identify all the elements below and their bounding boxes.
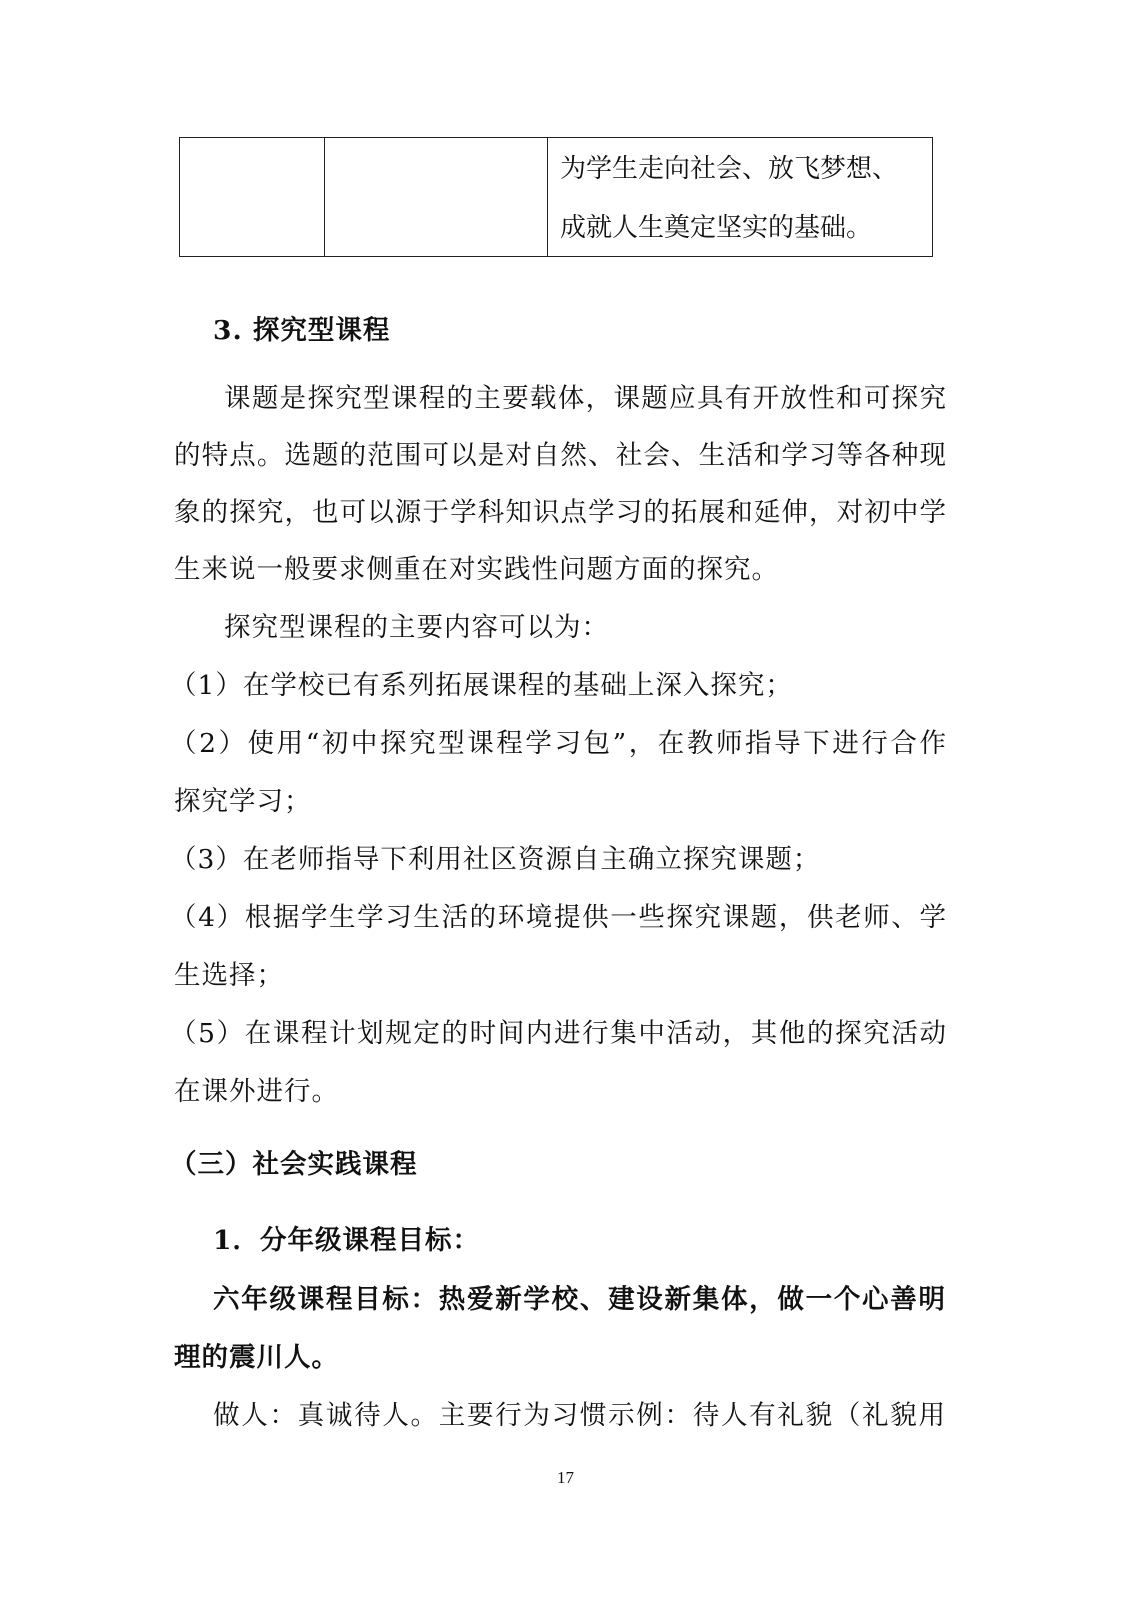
- subheading-grade-goals: 1．分年级课程目标：: [213, 1225, 480, 1256]
- page-number: 17: [557, 1468, 574, 1487]
- grade-six-goal-continuation: 理的震川人。: [174, 1342, 339, 1373]
- table-cell-line: 为学生走向社会、放飞梦想、: [560, 154, 899, 184]
- table-cell-empty-1: [180, 138, 325, 257]
- table-cell-line: 成就人生奠定坚实的基础。: [560, 213, 873, 243]
- paragraph-line: 的特点。选题的范围可以是对自然、社会、生活和学习等各种现: [174, 440, 946, 471]
- list-item: （2）使用“初中探究型课程学习包”，在教师指导下进行合作: [170, 728, 946, 759]
- paragraph-line: 课题是探究型课程的主要载体，课题应具有开放性和可探究: [224, 383, 946, 414]
- paragraph-line: 做人：真诚待人。主要行为习惯示例：待人有礼貌（礼貌用: [213, 1400, 945, 1431]
- list-item-continuation: 探究学习；: [174, 786, 312, 817]
- table-cell-empty-2: [325, 138, 548, 257]
- list-item-continuation: 生选择；: [174, 960, 284, 991]
- grade-six-goal: 六年级课程目标：热爱新学校、建设新集体，做一个心善明: [213, 1284, 945, 1315]
- list-item: （1）在学校已有系列拓展课程的基础上深入探究；: [170, 670, 793, 701]
- table-row: [180, 138, 933, 257]
- list-item-continuation: 在课外进行。: [174, 1076, 339, 1107]
- paragraph-line: 生来说一般要求侧重在对实践性问题方面的探究。: [174, 554, 779, 585]
- content-table: [179, 137, 933, 257]
- section-heading-inquiry-course: 3. 探究型课程: [213, 315, 391, 346]
- paragraph-line: 象的探究，也可以源于学科知识点学习的拓展和延伸，对初中学: [174, 497, 946, 528]
- list-item: （3）在老师指导下利用社区资源自主确立探究课题；: [170, 844, 821, 875]
- table-cell-text: [548, 138, 933, 257]
- list-item: （4）根据学生学习生活的环境提供一些探究课题，供老师、学: [170, 902, 946, 933]
- paragraph-line: 探究型课程的主要内容可以为：: [224, 612, 609, 643]
- section-heading-social-practice: （三）社会实践课程: [170, 1149, 418, 1180]
- list-item: （5）在课程计划规定的时间内进行集中活动，其他的探究活动: [170, 1018, 946, 1049]
